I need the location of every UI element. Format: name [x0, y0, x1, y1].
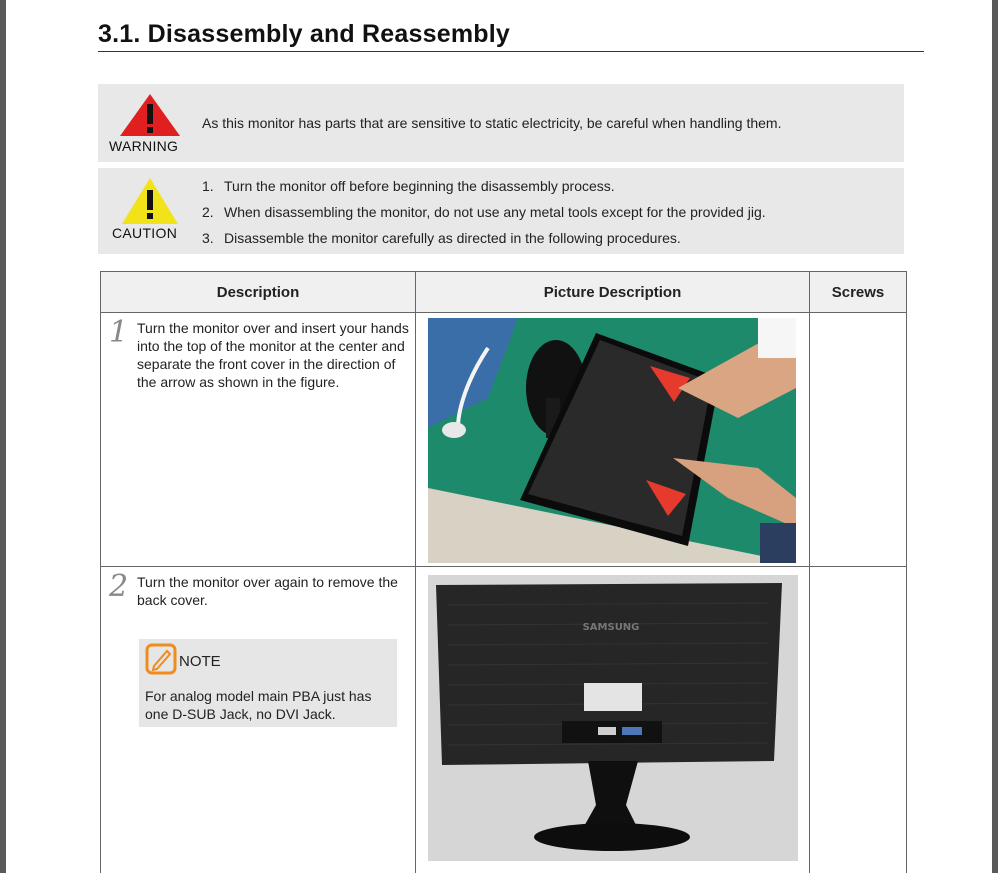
header-picture-description: Picture Description [416, 272, 810, 313]
note-text: For analog model main PBA just has one D-SUB Jack, no DVI Jack. [145, 688, 372, 722]
header-description: Description [101, 272, 416, 313]
caution-item: 1. Turn the monitor off before beginning the disassembly process. [202, 178, 615, 194]
step-2-description [101, 567, 416, 873]
warning-triangle-icon [118, 92, 182, 138]
monitor-back-photo [428, 575, 798, 861]
step-2-picture-cell [416, 567, 810, 873]
section-title: 3.1. Disassembly and Reassembly [98, 20, 924, 52]
step-1-picture-cell [416, 313, 810, 567]
note-pencil-icon [145, 643, 177, 675]
step-1-description [101, 313, 416, 567]
warning-label: WARNING [109, 138, 179, 154]
table-header-row [101, 272, 907, 313]
procedure-table [100, 271, 907, 873]
step-text: Turn the monitor over and insert your hands into the top of the monitor at the center and separate the front cover in the direction of the arrow as shown in the figure. [137, 320, 409, 390]
caution-triangle-icon [120, 176, 180, 226]
caution-list [202, 176, 766, 254]
caution-item: 3. Disassemble the monitor carefully as directed in the following procedures. [202, 230, 681, 246]
header-screws: Screws [810, 272, 907, 313]
step-1-screws-cell [810, 313, 907, 567]
table-row [101, 567, 907, 873]
step-2-screws-cell [810, 567, 907, 873]
warning-text: As this monitor has parts that are sensitive to static electricity, be careful when handling them. [202, 115, 782, 131]
samsung-logo: SAMSUNG [582, 622, 640, 633]
warning-box [98, 84, 904, 162]
step-number: 2 [109, 569, 129, 604]
note-box [139, 639, 397, 727]
note-label: NOTE [179, 653, 221, 670]
front-cover-removal-photo [428, 318, 796, 563]
step-text: Turn the monitor over again to remove the back cover. [137, 574, 398, 608]
step-number: 1 [109, 315, 129, 350]
caution-label: CAUTION [112, 225, 178, 241]
document-page [6, 0, 992, 873]
caution-item: 2. When disassembling the monitor, do not use any metal tools except for the provided jig. [202, 204, 766, 220]
table-row [101, 313, 907, 567]
caution-box [98, 168, 904, 254]
